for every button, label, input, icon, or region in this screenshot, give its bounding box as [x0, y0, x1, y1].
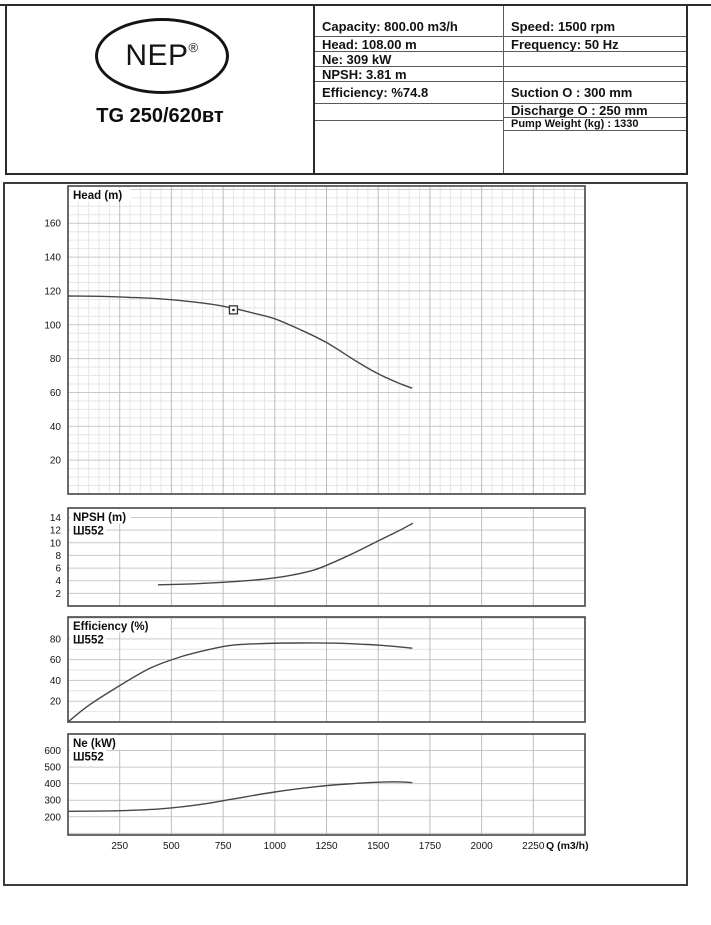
- svg-text:Ш552: Ш552: [73, 751, 104, 764]
- svg-text:40: 40: [49, 675, 61, 687]
- svg-text:Efficiency (%): Efficiency (%): [73, 621, 149, 633]
- npsh-chart: [0, 507, 711, 614]
- svg-text:Head (m): Head (m): [73, 190, 123, 202]
- svg-text:6: 6: [55, 563, 61, 575]
- npsh-m-curve-svg: [0, 507, 711, 609]
- svg-text:600: 600: [44, 746, 61, 758]
- spec-empty-row: [315, 104, 503, 121]
- spec-empty-row: [504, 131, 686, 173]
- svg-text:20: 20: [49, 696, 61, 708]
- spec-column-right: [504, 6, 686, 173]
- svg-text:2250: 2250: [522, 841, 545, 852]
- svg-text:100: 100: [44, 320, 61, 332]
- ne-kw-curve-svg: [0, 733, 711, 860]
- registered-mark: ®: [188, 40, 199, 55]
- header-table: [5, 4, 688, 175]
- svg-text:120: 120: [44, 286, 61, 298]
- spec-discharge: Discharge O : 250 mm: [504, 104, 686, 118]
- svg-text:500: 500: [44, 762, 61, 774]
- spec-suction: Suction O : 300 mm: [504, 82, 686, 104]
- svg-text:400: 400: [44, 779, 61, 791]
- svg-text:300: 300: [44, 795, 61, 807]
- svg-text:80: 80: [49, 634, 61, 646]
- svg-text:Ш552: Ш552: [73, 525, 104, 538]
- power-chart: [0, 733, 711, 865]
- svg-text:4: 4: [55, 576, 61, 588]
- svg-text:20: 20: [49, 455, 61, 467]
- spec-head: Head: 108.00 m: [315, 37, 503, 52]
- spec-empty-row: [315, 121, 503, 173]
- svg-text:60: 60: [49, 655, 61, 667]
- svg-text:10: 10: [49, 538, 61, 550]
- svg-text:14: 14: [49, 513, 61, 524]
- svg-text:160: 160: [44, 218, 61, 230]
- pump-model-label: TG 250/620вт: [96, 105, 224, 127]
- spec-capacity: Capacity: 800.00 m3/h: [315, 6, 503, 37]
- svg-text:1250: 1250: [315, 841, 338, 852]
- svg-text:12: 12: [49, 525, 61, 537]
- brand-logo: [95, 18, 229, 94]
- svg-text:NPSH (m): NPSH (m): [73, 512, 127, 524]
- svg-text:Q (m3/h): Q (m3/h): [546, 840, 589, 852]
- svg-text:500: 500: [163, 841, 180, 852]
- spec-efficiency: Efficiency: %74.8: [315, 82, 503, 104]
- spec-empty-row: [504, 52, 686, 67]
- svg-text:2: 2: [55, 588, 61, 600]
- head-chart: [0, 185, 711, 502]
- svg-text:60: 60: [49, 388, 61, 399]
- spec-power: Ne: 309 kW: [315, 52, 503, 67]
- svg-text:140: 140: [44, 252, 61, 264]
- spec-speed: Speed: 1500 rpm: [504, 6, 686, 37]
- svg-text:Ш552: Ш552: [73, 634, 104, 647]
- svg-text:1000: 1000: [263, 841, 286, 852]
- brand-name: NEP®: [125, 39, 199, 72]
- spec-npsh: NPSH: 3.81 m: [315, 67, 503, 82]
- svg-text:40: 40: [49, 421, 61, 433]
- svg-text:80: 80: [49, 354, 61, 366]
- spec-empty-row: [504, 67, 686, 82]
- head-m-curve-svg: [0, 185, 711, 497]
- svg-text:8: 8: [55, 550, 61, 562]
- spec-column-left: [315, 6, 504, 173]
- svg-text:200: 200: [44, 812, 61, 824]
- svg-text:750: 750: [214, 841, 232, 852]
- spec-frequency: Frequency: 50 Hz: [504, 37, 686, 52]
- efficiency-curve-svg: [0, 616, 711, 725]
- svg-text:1750: 1750: [418, 841, 442, 852]
- logo-cell: [7, 6, 315, 173]
- svg-text:1500: 1500: [367, 841, 390, 852]
- svg-text:Ne (kW): Ne (kW): [73, 738, 116, 750]
- svg-text:2000: 2000: [470, 841, 493, 852]
- spec-pump-weight: Pump Weight (kg) : 1330: [504, 118, 686, 131]
- efficiency-chart: [0, 616, 711, 730]
- svg-text:250: 250: [111, 841, 129, 852]
